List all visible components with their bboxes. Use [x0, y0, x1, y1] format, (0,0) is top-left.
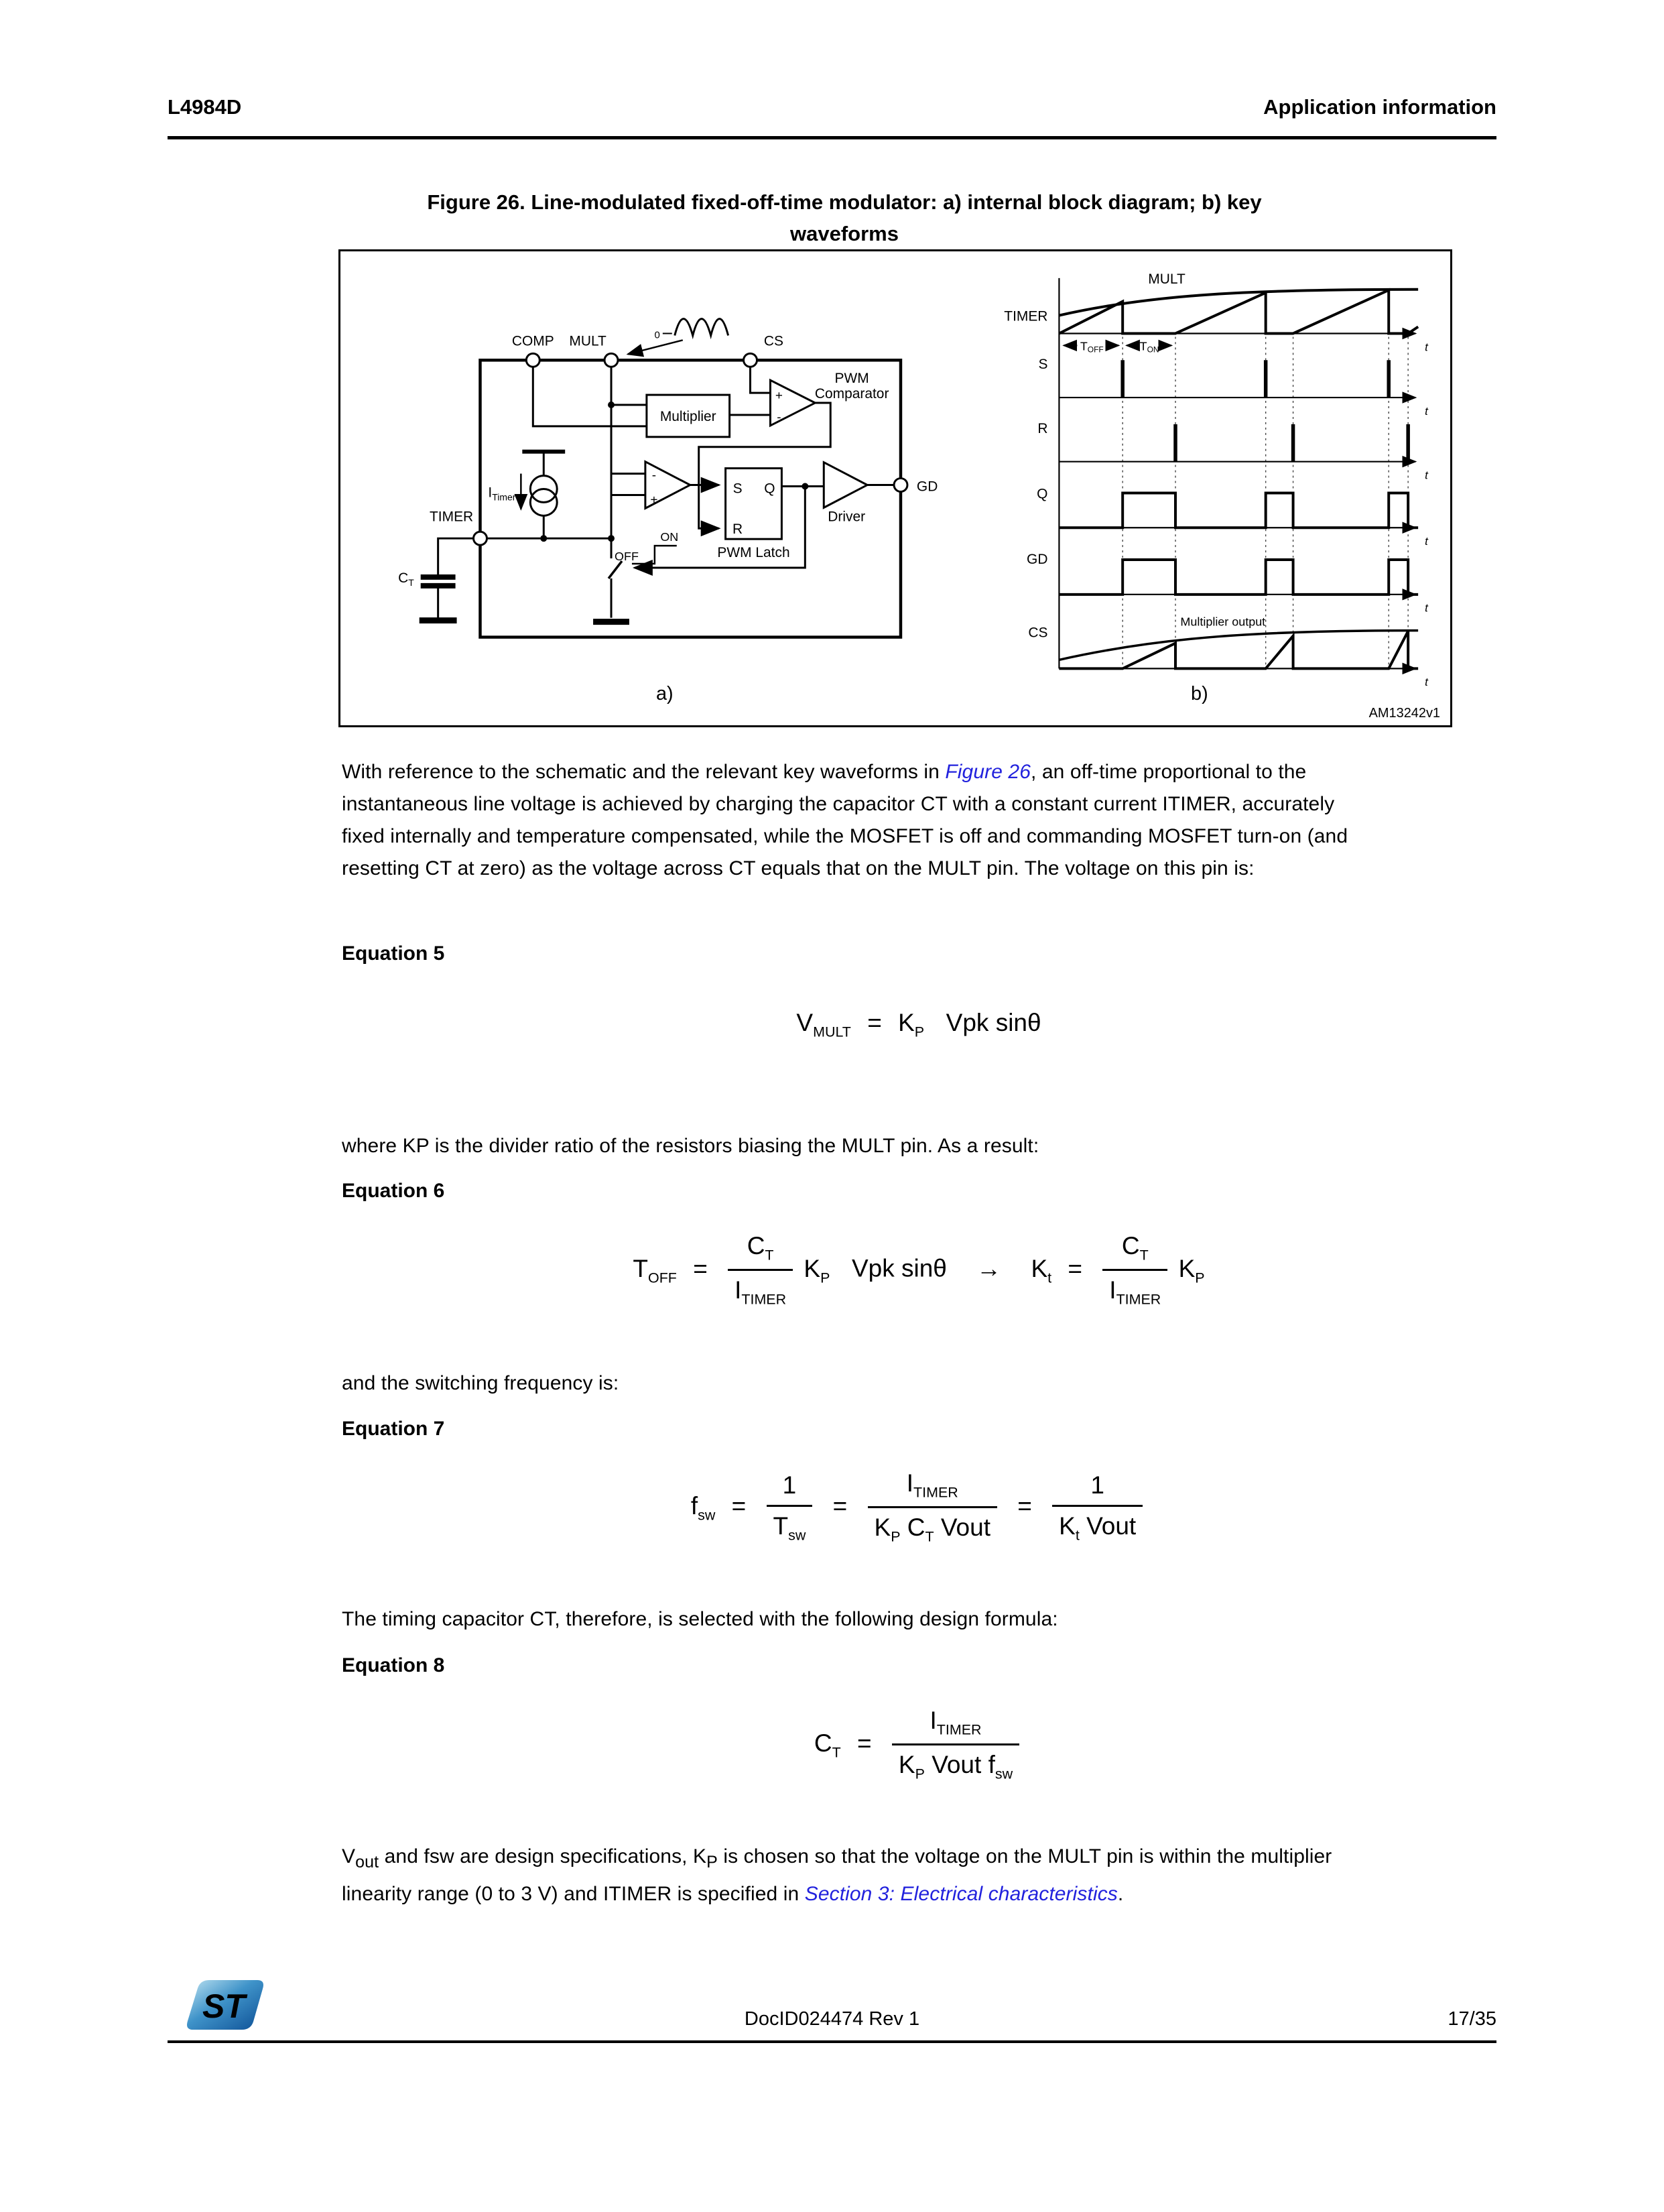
- timer-comparator-minus: -: [651, 468, 657, 483]
- multiplier-output-label: Multiplier output: [1180, 615, 1266, 629]
- q-square-trace: [1059, 493, 1418, 528]
- equation-6-label: Equation 6: [342, 1180, 445, 1202]
- footer-page-number: 17/35: [1448, 2008, 1496, 2030]
- pwm-comparator-label-1: PWM: [834, 371, 869, 387]
- paragraph-intro-text-2: , an off-time proportional to the instantaneous line voltage is achieved by charging the capacitor CT with a constant current ITIMER, accurately fixed internally and temperature compensated, while the MOSFET is off and commanding MOSFET turn-on (and resetting CT at zero) as the voltage across CT equals that on the MULT pin. The voltage on this pin is:: [342, 761, 1348, 879]
- footer-rule: [168, 2040, 1496, 2043]
- eq7-fraction-1: $\frac{1}{T_{sw}}$: [767, 1471, 813, 1544]
- eq8-equals: =: [857, 1729, 872, 1757]
- timer-ramp-trace: [1059, 290, 1418, 334]
- part-number: L4984D: [168, 95, 242, 119]
- equation-5-label: Equation 5: [342, 942, 445, 965]
- t-label-gd: t: [1425, 601, 1428, 615]
- equation-8-label: Equation 8: [342, 1654, 445, 1676]
- cs-pin-label: CS: [763, 333, 783, 349]
- multiplier-label: Multiplier: [659, 408, 716, 424]
- eq6-sine: Vpk sinθ: [851, 1254, 947, 1282]
- paragraph-design-specs: [342, 1841, 1354, 1910]
- latch-r-label: R: [732, 521, 743, 538]
- driver-buffer: [824, 463, 867, 508]
- figure-title: [302, 186, 1387, 249]
- eq6-equals-2: =: [1068, 1254, 1082, 1282]
- eq6-lhs: $T_{OFF}$: [633, 1254, 677, 1286]
- eq5-tail: Vpk sinθ: [946, 1009, 1041, 1036]
- paragraph-switching-frequency: and the switching frequency is:: [342, 1372, 619, 1394]
- eq8-lhs: $C_T$: [814, 1729, 841, 1761]
- equation-7-label: Equation 7: [342, 1418, 445, 1440]
- mult-pin: [604, 353, 618, 367]
- eq6-kt: $K_t$: [1031, 1254, 1052, 1286]
- gd-square-trace: [1059, 560, 1418, 595]
- eq7-equals-2: =: [832, 1491, 848, 1520]
- axes: [1059, 278, 1415, 669]
- mult-trace-label: MULT: [1148, 271, 1186, 287]
- t-label-cs: t: [1425, 676, 1428, 689]
- caption-a: a): [655, 683, 674, 705]
- paragraph-timing-capacitor: The timing capacitor CT, therefore, is selected with the following design formula:: [342, 1608, 1058, 1630]
- paragraph-intro-text-1: With reference to the schematic and the relevant key waveforms in: [342, 761, 946, 783]
- eq5-equals: =: [867, 1009, 882, 1036]
- eq7-lhs: $f_{sw}$: [690, 1491, 716, 1524]
- figure-26-diagram: [340, 251, 1450, 725]
- sine-zero-label: 0: [654, 329, 660, 341]
- eq6-kp-2: $K_P$: [1178, 1254, 1205, 1286]
- figure-title-line2: waveforms: [790, 222, 899, 245]
- timer-pin-label: TIMER: [430, 509, 474, 525]
- multiplier-output-trace: [1059, 631, 1418, 660]
- ton-label: TON: [1139, 339, 1159, 355]
- mult-pin-label: MULT: [569, 333, 606, 349]
- equation-8-formula: [342, 1707, 1496, 1783]
- row-label-r: R: [1037, 420, 1048, 436]
- paragraph-design-specs-text-2: is chosen so that the voltage on the MULT pin is within the multiplier linearity range (0 to 3 V) and ITIMER is specified in: [342, 1845, 1332, 1905]
- header-section-title: Application information: [1263, 95, 1496, 119]
- gd-pin: [894, 479, 907, 492]
- figure-code: AM13242v1: [1368, 706, 1441, 721]
- caption-b: b): [1191, 683, 1208, 705]
- latch-q-label: Q: [764, 481, 775, 497]
- t-label-r: t: [1425, 469, 1428, 482]
- timer-pin: [474, 532, 487, 545]
- on-label: ON: [660, 530, 679, 544]
- equation-6-formula: [342, 1232, 1496, 1308]
- cs-pin: [744, 353, 757, 367]
- off-label: OFF: [615, 550, 639, 564]
- pwm-comparator-label-2: Comparator: [814, 386, 889, 402]
- eq7-equals-3: =: [1017, 1491, 1032, 1520]
- itimer-label: ITimer: [488, 485, 516, 503]
- eq6-fraction-2: $\frac{C_T}{I_{TIMER}}$: [1102, 1232, 1167, 1308]
- eq5-lhs: $V_{MULT}$: [796, 1009, 851, 1040]
- pwm-latch-label: PWM Latch: [717, 545, 790, 561]
- footer-doc-id: DocID024474 Rev 1: [744, 2008, 920, 2030]
- gd-pin-label: GD: [916, 479, 938, 495]
- rectified-sine-icon: [628, 319, 728, 355]
- row-label-q: Q: [1037, 486, 1048, 502]
- eq7-fraction-3: $\frac{1}{K_t Vout}$: [1052, 1471, 1143, 1544]
- equation-7-formula: [342, 1469, 1496, 1546]
- block-diagram: [398, 319, 938, 705]
- eq6-arrow: →: [976, 1254, 1002, 1282]
- paragraph-intro: [342, 756, 1354, 885]
- driver-label: Driver: [828, 509, 866, 525]
- row-label-s: S: [1038, 357, 1048, 373]
- section-3-link[interactable]: Section 3: Electrical characteristics: [804, 1883, 1118, 1905]
- timer-comparator-plus: +: [650, 493, 658, 507]
- t-label-q: t: [1425, 535, 1428, 548]
- t-label-s: t: [1425, 404, 1428, 418]
- paragraph-design-specs-text-1: and fsw are design specifications, $K_P$: [379, 1845, 718, 1871]
- eq6-fraction-1: $\frac{C_T}{I_{TIMER}}$: [728, 1232, 793, 1308]
- pwm-comparator-minus: -: [777, 410, 781, 424]
- ct-label: CT: [398, 570, 414, 588]
- eq6-equals-1: =: [693, 1254, 708, 1282]
- row-label-gd: GD: [1027, 552, 1048, 568]
- figure-26-link[interactable]: Figure 26: [945, 761, 1031, 783]
- pwm-comparator-plus: +: [775, 389, 783, 404]
- t-label-timer: t: [1425, 341, 1428, 354]
- eq7-equals-1: =: [731, 1491, 747, 1520]
- eq5-kp: $K_P$: [898, 1009, 925, 1040]
- figure-26: [338, 249, 1452, 727]
- latch-s-label: S: [732, 481, 743, 497]
- header-rule: [168, 136, 1496, 139]
- s-pulse-trace: [1123, 360, 1389, 397]
- row-label-cs: CS: [1028, 625, 1048, 641]
- paragraph-kp: where KP is the divider ratio of the resistors biasing the MULT pin. As a result:: [342, 1135, 1039, 1157]
- eq8-fraction: $\frac{I_{TIMER}}{K_P Vout f_{sw}}$: [892, 1707, 1019, 1783]
- paragraph-design-specs-period: .: [1117, 1883, 1124, 1905]
- figure-title-line1: Figure 26. Line-modulated fixed-off-time modulator: a) internal block diagram; b) key: [427, 190, 1262, 214]
- row-label-timer: TIMER: [1004, 308, 1048, 324]
- eq7-fraction-2: $\frac{I_{TIMER}}{K_P C_T Vout}$: [868, 1469, 997, 1546]
- st-logo-text: ST: [202, 1987, 245, 2025]
- comp-pin-label: COMP: [511, 333, 554, 349]
- paragraph-design-specs-v: $V_{out}$: [342, 1845, 379, 1871]
- equation-5-formula: [342, 1009, 1496, 1040]
- toff-label: TOFF: [1080, 339, 1104, 355]
- waveform-panel: [1004, 271, 1440, 721]
- eq6-kp-1: $K_P$: [804, 1254, 830, 1286]
- comp-pin: [526, 353, 539, 367]
- r-pulse-trace: [1175, 424, 1408, 462]
